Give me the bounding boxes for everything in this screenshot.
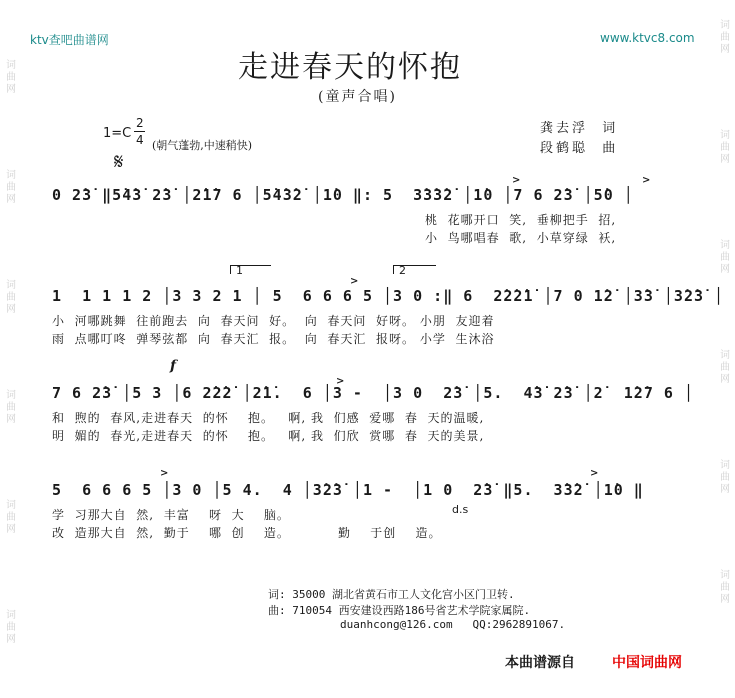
left-site-label: ktv查吧曲谱网 bbox=[30, 33, 109, 47]
lyrics-line-4-verse-2: 改 造那大自 然, 勤于 哪 创 造。 勤 于创 造。 bbox=[52, 526, 442, 540]
source-label: 本曲谱源自 bbox=[505, 655, 575, 671]
dal-segno-marking: d.s bbox=[452, 503, 469, 516]
watermark-left-2: 词曲网 bbox=[6, 170, 16, 205]
lyrics-line-3-verse-2: 明 媚的 春光,走进春天 的怀 抱。 啊, 我 们欣 赏哪 春 天的美景, bbox=[52, 429, 485, 443]
accent-mark: > bbox=[160, 468, 169, 479]
lyrics-line-2-verse-1: 小 河哪跳舞 往前跑去 向 春天问 好。 向 春天问 好呀。 小朋 友迎着 bbox=[52, 314, 495, 328]
contact-info: duanhcong@126.com QQ:2962891067. bbox=[340, 618, 566, 631]
source-site-link[interactable]: 中国词曲网 bbox=[612, 655, 682, 671]
watermark-left-4: 词曲网 bbox=[6, 390, 16, 425]
watermark-right-5: 词曲网 bbox=[720, 460, 730, 495]
notation-line-3: 7 6 2̇3̇ │5 3 │6 2̇2̇2̇ │2̇1̇. 6 │3 - │3 0 2̇3̇ │5. 4̇3̇ 2̇3̇ │2̇ 1̇2̇7 6 │ bbox=[52, 384, 694, 402]
notation-line-4: 5 6 6 6 5 │3 0 │5 4. 4 │3̇2̇3̇ │1 - │1 0 2̇3̇ ‖5. 3̇3̇2̇ │1̇0 ‖ bbox=[52, 481, 644, 499]
lyrics-line-2-verse-2: 雨 点哪叮咚 弹琴弦都 向 春天汇 报。 向 春天汇 报呀。 小学 生沐浴 bbox=[52, 332, 495, 346]
song-subtitle: (童声合唱) bbox=[318, 89, 397, 105]
tempo-marking: (朝气蓬勃,中速稍快) bbox=[152, 139, 253, 152]
watermark-right-6: 词曲网 bbox=[720, 570, 730, 605]
watermark-left-5: 词曲网 bbox=[6, 500, 16, 535]
watermark-left-6: 词曲网 bbox=[6, 610, 16, 645]
right-site-label: www.ktvc8.com bbox=[600, 31, 695, 45]
watermark-right-3: 词曲网 bbox=[720, 240, 730, 275]
composer-address: 曲: 710054 西安建设西路186号省艺术学院家属院. bbox=[268, 604, 531, 617]
forte-marking: f bbox=[170, 358, 177, 374]
accent-mark: > bbox=[350, 276, 359, 287]
volta-label-2: 2 bbox=[399, 264, 406, 277]
lyricist-credit: 龚去浮 词 bbox=[540, 121, 619, 136]
lyrics-line-4-verse-1: 学 习那大自 然, 丰富 呀 大 脑。 bbox=[52, 508, 290, 522]
accent-mark: > bbox=[512, 175, 521, 186]
lyrics-line-1-verse-1: 桃 花哪开口 笑, 垂柳把手 招, bbox=[425, 213, 617, 227]
accent-mark: > bbox=[336, 376, 345, 387]
watermark-left-1: 词曲网 bbox=[6, 60, 16, 95]
composer-credit: 段鹤聪 曲 bbox=[540, 141, 619, 156]
accent-mark: > bbox=[642, 175, 651, 186]
notation-line-1: 0 2̇3̇ ‖5̇4̇3̇ 2̇3̇ │2̇1̇7 6 │5̇4̇3̇2̇ │1̇0 ‖: 5 3̇3̇3̇2̇ │1̇0 │7 6 2̇3̇ │5̇0 │ bbox=[52, 186, 634, 204]
lyrics-line-1-verse-2: 小 鸟哪唱春 歌, 小草穿绿 袄, bbox=[425, 231, 617, 245]
notation-line-2: 1 1 1 1 2 │3 3 2 1 │ 5 6 6 6 5 │3 0 :‖ 6 2̇2̇2̇1̇ │7 0 1̇2̇ │3̇3̇ │3̇2̇3̇ │ bbox=[52, 287, 725, 305]
lyricist-address: 词: 35000 湖北省黄石市工人文化宫小区门卫转. bbox=[268, 588, 515, 601]
time-signature-top: 2 bbox=[136, 116, 144, 130]
watermark-right-2: 词曲网 bbox=[720, 130, 730, 165]
key-signature: 1=C bbox=[103, 126, 132, 141]
accent-mark: > bbox=[590, 468, 599, 479]
segno-icon: 𝄋 bbox=[114, 150, 124, 175]
watermark-left-3: 词曲网 bbox=[6, 280, 16, 315]
lyrics-line-3-verse-1: 和 煦的 春风,走进春天 的怀 抱。 啊, 我 们感 爱哪 春 天的温暖, bbox=[52, 411, 485, 425]
time-signature-bar bbox=[134, 131, 145, 132]
time-signature-bottom: 4 bbox=[136, 133, 144, 147]
volta-label-1: 1 bbox=[236, 264, 243, 277]
song-title: 走进春天的怀抱 bbox=[238, 50, 462, 85]
watermark-right-1: 词曲网 bbox=[720, 20, 730, 55]
watermark-right-4: 词曲网 bbox=[720, 350, 730, 385]
